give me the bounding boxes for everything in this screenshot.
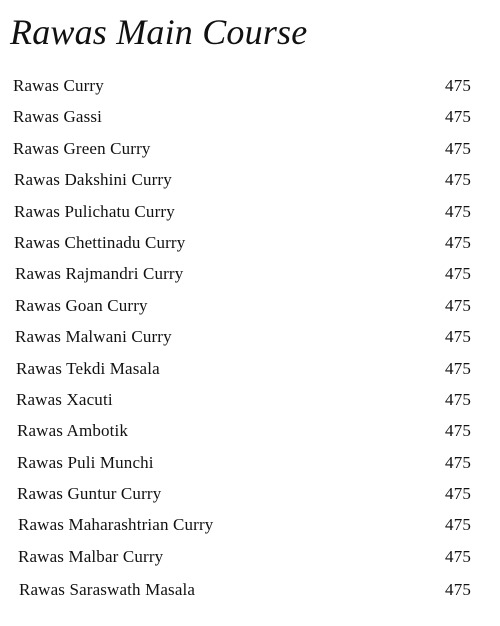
menu-item-rawas-green-curry — [0, 133, 500, 164]
item-price: 475 — [445, 515, 471, 535]
item-name: Rawas Goan Curry — [15, 295, 148, 315]
item-name: Rawas Maharashtrian Curry — [18, 515, 214, 535]
item-price: 475 — [445, 295, 471, 315]
menu-item-rawas-chettinadu-curry — [0, 227, 500, 258]
item-price: 475 — [445, 358, 471, 378]
item-name: Rawas Curry — [13, 76, 104, 95]
menu-item-rawas-rajmandri-curry — [0, 258, 500, 289]
menu-title: Rawas Main Course — [10, 12, 308, 52]
item-price: 475 — [445, 546, 471, 566]
menu-item-rawas-malwani-curry — [0, 321, 500, 352]
item-name: Rawas Rajmandri Curry — [15, 264, 184, 284]
menu-item-rawas-gassi — [0, 101, 500, 132]
menu-item-rawas-curry — [0, 70, 500, 101]
menu-item-rawas-ambotik — [0, 415, 500, 446]
item-name: Rawas Malwani Curry — [15, 327, 172, 347]
item-name: Rawas Malbar Curry — [18, 546, 164, 566]
item-price: 475 — [445, 170, 471, 190]
menu-list — [0, 70, 500, 606]
item-name: Rawas Dakshini Curry — [14, 170, 172, 190]
item-price: 475 — [445, 421, 471, 441]
item-price: 475 — [445, 484, 471, 504]
item-name: Rawas Saraswath Masala — [19, 580, 196, 600]
item-price: 475 — [445, 201, 471, 221]
item-price: 475 — [445, 76, 471, 95]
item-price: 475 — [445, 138, 471, 158]
item-price: 475 — [445, 107, 471, 127]
item-name: Rawas Green Curry — [13, 138, 151, 158]
item-name: Rawas Chettinadu Curry — [14, 232, 186, 252]
item-name: Rawas Xacuti — [16, 389, 113, 409]
menu-item-rawas-puli-munchi — [0, 447, 500, 478]
menu-item-rawas-goan-curry — [0, 290, 500, 321]
item-name: Rawas Pulichatu Curry — [14, 201, 175, 221]
menu-item-rawas-saraswath-masala — [0, 574, 500, 605]
item-price: 475 — [445, 232, 471, 252]
item-price: 475 — [445, 327, 471, 347]
item-name: Rawas Puli Munchi — [17, 452, 154, 472]
item-price: 475 — [445, 264, 471, 284]
item-name: Rawas Gassi — [13, 107, 102, 127]
item-price: 475 — [445, 452, 471, 472]
menu-item-rawas-guntur-curry — [0, 478, 500, 509]
menu-item-rawas-malbar-curry — [0, 541, 500, 572]
item-price: 475 — [445, 580, 471, 600]
menu-item-rawas-dakshini-curry — [0, 164, 500, 195]
item-price: 475 — [445, 389, 471, 409]
item-name: Rawas Guntur Curry — [17, 484, 162, 504]
item-name: Rawas Tekdi Masala — [16, 358, 160, 378]
menu-item-rawas-xacuti — [0, 384, 500, 415]
menu-item-rawas-pulichatu-curry — [0, 196, 500, 227]
menu-item-rawas-tekdi-masala — [0, 353, 500, 384]
menu-item-rawas-maharashtrian-curry — [0, 509, 500, 540]
item-name: Rawas Ambotik — [17, 421, 129, 441]
